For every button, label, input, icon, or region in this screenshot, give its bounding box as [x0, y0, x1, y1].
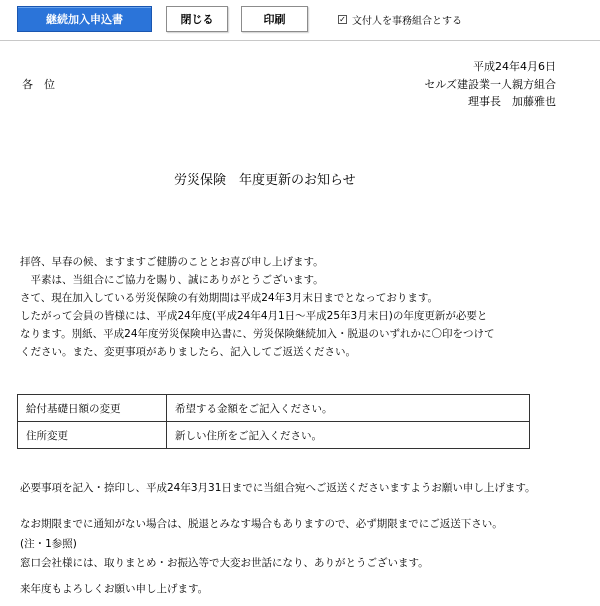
- table-row: [18, 395, 530, 422]
- continuation-application-button[interactable]: 継続加入申込書: [17, 6, 152, 32]
- sender-name: 理事長 加藤雅也: [468, 95, 556, 108]
- table-cell-note: 新しい住所をご記入ください。: [167, 422, 530, 449]
- paragraph-line: さて、現在加入している労災保険の有効期間は平成24年3月末日までとなっております。: [20, 292, 438, 304]
- table-cell-item: 住所変更: [18, 422, 167, 449]
- print-button[interactable]: 印刷: [241, 6, 308, 32]
- paragraph-line: なります。別紙、平成24年度労災保険申込書に、労災保険継続加入・脱退のいずれかに〇印をつけて: [20, 328, 495, 340]
- closing-line: 来年度もよろしくお願い申し上げます。: [20, 583, 209, 595]
- table-cell-item: 給付基礎日額の変更: [18, 395, 167, 422]
- recipient: 各 位: [22, 78, 55, 91]
- toolbar: [0, 0, 600, 40]
- closing-line: 必要事項を記入・捺印し、平成24年3月31日までに当組合宛へご返送くださいますようお願い申し上げます。: [20, 482, 536, 494]
- checkbox-icon[interactable]: ✓: [339, 15, 346, 24]
- closing-line: なお期限までに通知がない場合は、脱退とみなす場合もありますので、必ず期限までにご返送下さい。: [20, 518, 503, 530]
- sender-organization: セルズ建設業一人親方組合: [424, 78, 556, 91]
- toolbar-divider: [0, 40, 600, 41]
- office-association-option[interactable]: [338, 12, 462, 27]
- checkbox-label: 文付人を事務組合とする: [352, 16, 462, 27]
- close-button[interactable]: 閉じる: [166, 6, 228, 32]
- closing-line: (注・1参照): [20, 538, 77, 550]
- paragraph-line: 平素は、当組合にご協力を賜り、誠にありがとうございます。: [20, 274, 324, 286]
- paragraph-line: 拝啓、早春の候、ますますご健勝のこととお喜び申し上げます。: [20, 256, 324, 268]
- page-title: 労災保険 年度更新のお知らせ: [174, 173, 356, 188]
- table-cell-note: 希望する金額をご記入ください。: [167, 395, 530, 422]
- paragraph-line: したがって会員の皆様には、平成24年度(平成24年4月1日～平成25年3月末日)の年度更新が必要と: [20, 310, 488, 322]
- closing-line: 窓口会社様には、取りまとめ・お振込等で大変お世話になり、ありがとうございます。: [20, 557, 429, 569]
- change-items-table: [17, 394, 530, 449]
- letter-date: 平成24年4月6日: [473, 60, 556, 73]
- table-row: [18, 422, 530, 449]
- paragraph-line: ください。また、変更事項がありましたら、記入してご返送ください。: [20, 346, 356, 358]
